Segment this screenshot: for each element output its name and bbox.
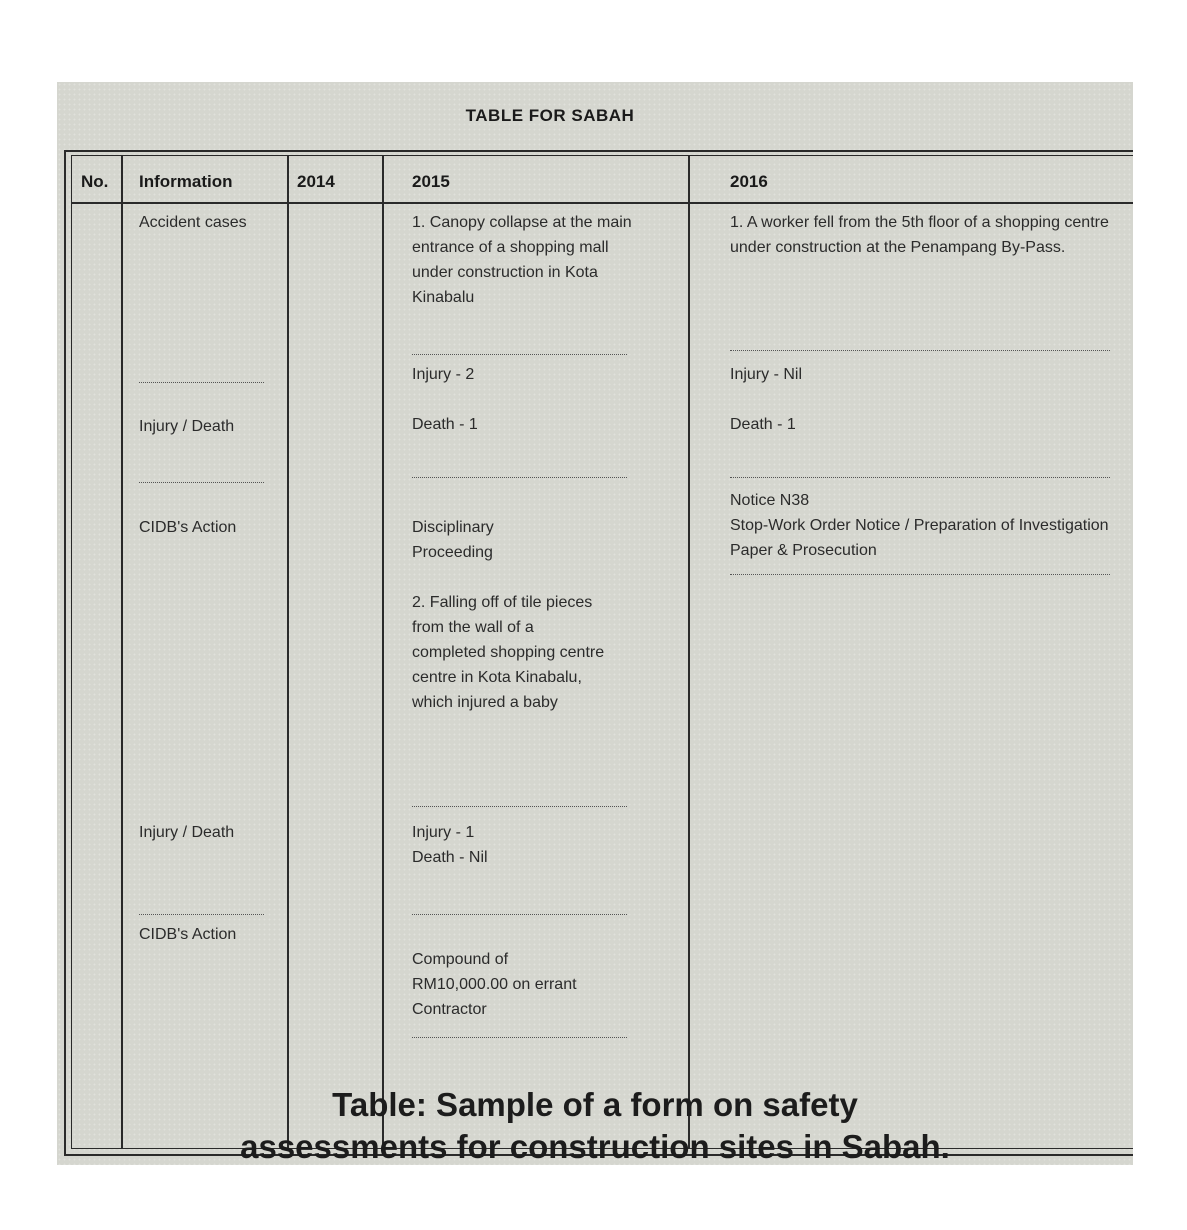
info-injury-death-2: Injury / Death (139, 824, 235, 841)
y2016-case1-description (730, 210, 1120, 260)
dotted-separator (730, 350, 1110, 351)
dotted-separator (412, 354, 627, 355)
y2015-case2-death: Death - Nil (412, 849, 488, 866)
dotted-separator (412, 806, 627, 807)
dotted-separator (730, 477, 1110, 478)
dotted-separator (139, 382, 264, 383)
y2016-case1-text: 1. A worker fell from the 5th floor of a shopping centre under construction at the Penampang By-Pass. (730, 214, 1109, 256)
y2016-case1-death: Death - 1 (730, 416, 796, 433)
header-rule (71, 202, 1133, 204)
caption-line-1: Table: Sample of a form on safety (332, 1086, 858, 1123)
table-title: TABLE FOR SABAH (465, 106, 635, 125)
dotted-separator (412, 914, 627, 915)
y2015-case2-injury: Injury - 1 (412, 824, 475, 841)
header-no: No. (81, 172, 109, 191)
header-information: Information (139, 172, 233, 191)
dotted-separator (139, 914, 264, 915)
column-divider (121, 155, 123, 1149)
y2015-case1-description: 1. Canopy collapse at the main entrance of a shopping mall under construction in Kota Kinabalu (412, 214, 632, 306)
newspaper-clipping (57, 82, 1133, 1165)
y2016-case1-action: Stop-Work Order Notice / Preparation of Investigation Paper & Prosecution (730, 517, 1109, 559)
caption-line-2: assessments for construction sites in Sabah. (240, 1128, 950, 1165)
figure-caption (57, 1084, 1133, 1168)
header-2014: 2014 (297, 172, 335, 191)
header-2015: 2015 (412, 172, 450, 191)
y2015-case1-injury: Injury - 2 (412, 366, 475, 383)
dotted-separator (730, 574, 1110, 575)
dotted-separator (412, 1037, 627, 1038)
y2015-case2-action: Compound of RM10,000.00 on errant Contractor (412, 951, 577, 1018)
y2016-case1-injury: Injury - Nil (730, 366, 803, 383)
info-cidb-action-2: CIDB's Action (139, 926, 237, 943)
header-2016: 2016 (730, 172, 768, 191)
column-divider (688, 155, 690, 1149)
column-divider (287, 155, 289, 1149)
y2015-case2-description: 2. Falling off of tile pieces from the wall of a completed shopping centre centre in Kota Kinabalu, which injured a baby (412, 594, 605, 711)
y2015-case1-action: Disciplinary Proceeding (412, 519, 494, 561)
dotted-separator (412, 477, 627, 478)
y2015-case1-death: Death - 1 (412, 416, 478, 433)
info-accident-cases: Accident cases (139, 214, 247, 231)
info-injury-death-1: Injury / Death (139, 418, 235, 435)
info-cidb-action-1: CIDB's Action (139, 519, 237, 536)
dotted-separator (139, 482, 264, 483)
column-divider (382, 155, 384, 1149)
y2016-case1-notice: Notice N38 (730, 492, 810, 509)
